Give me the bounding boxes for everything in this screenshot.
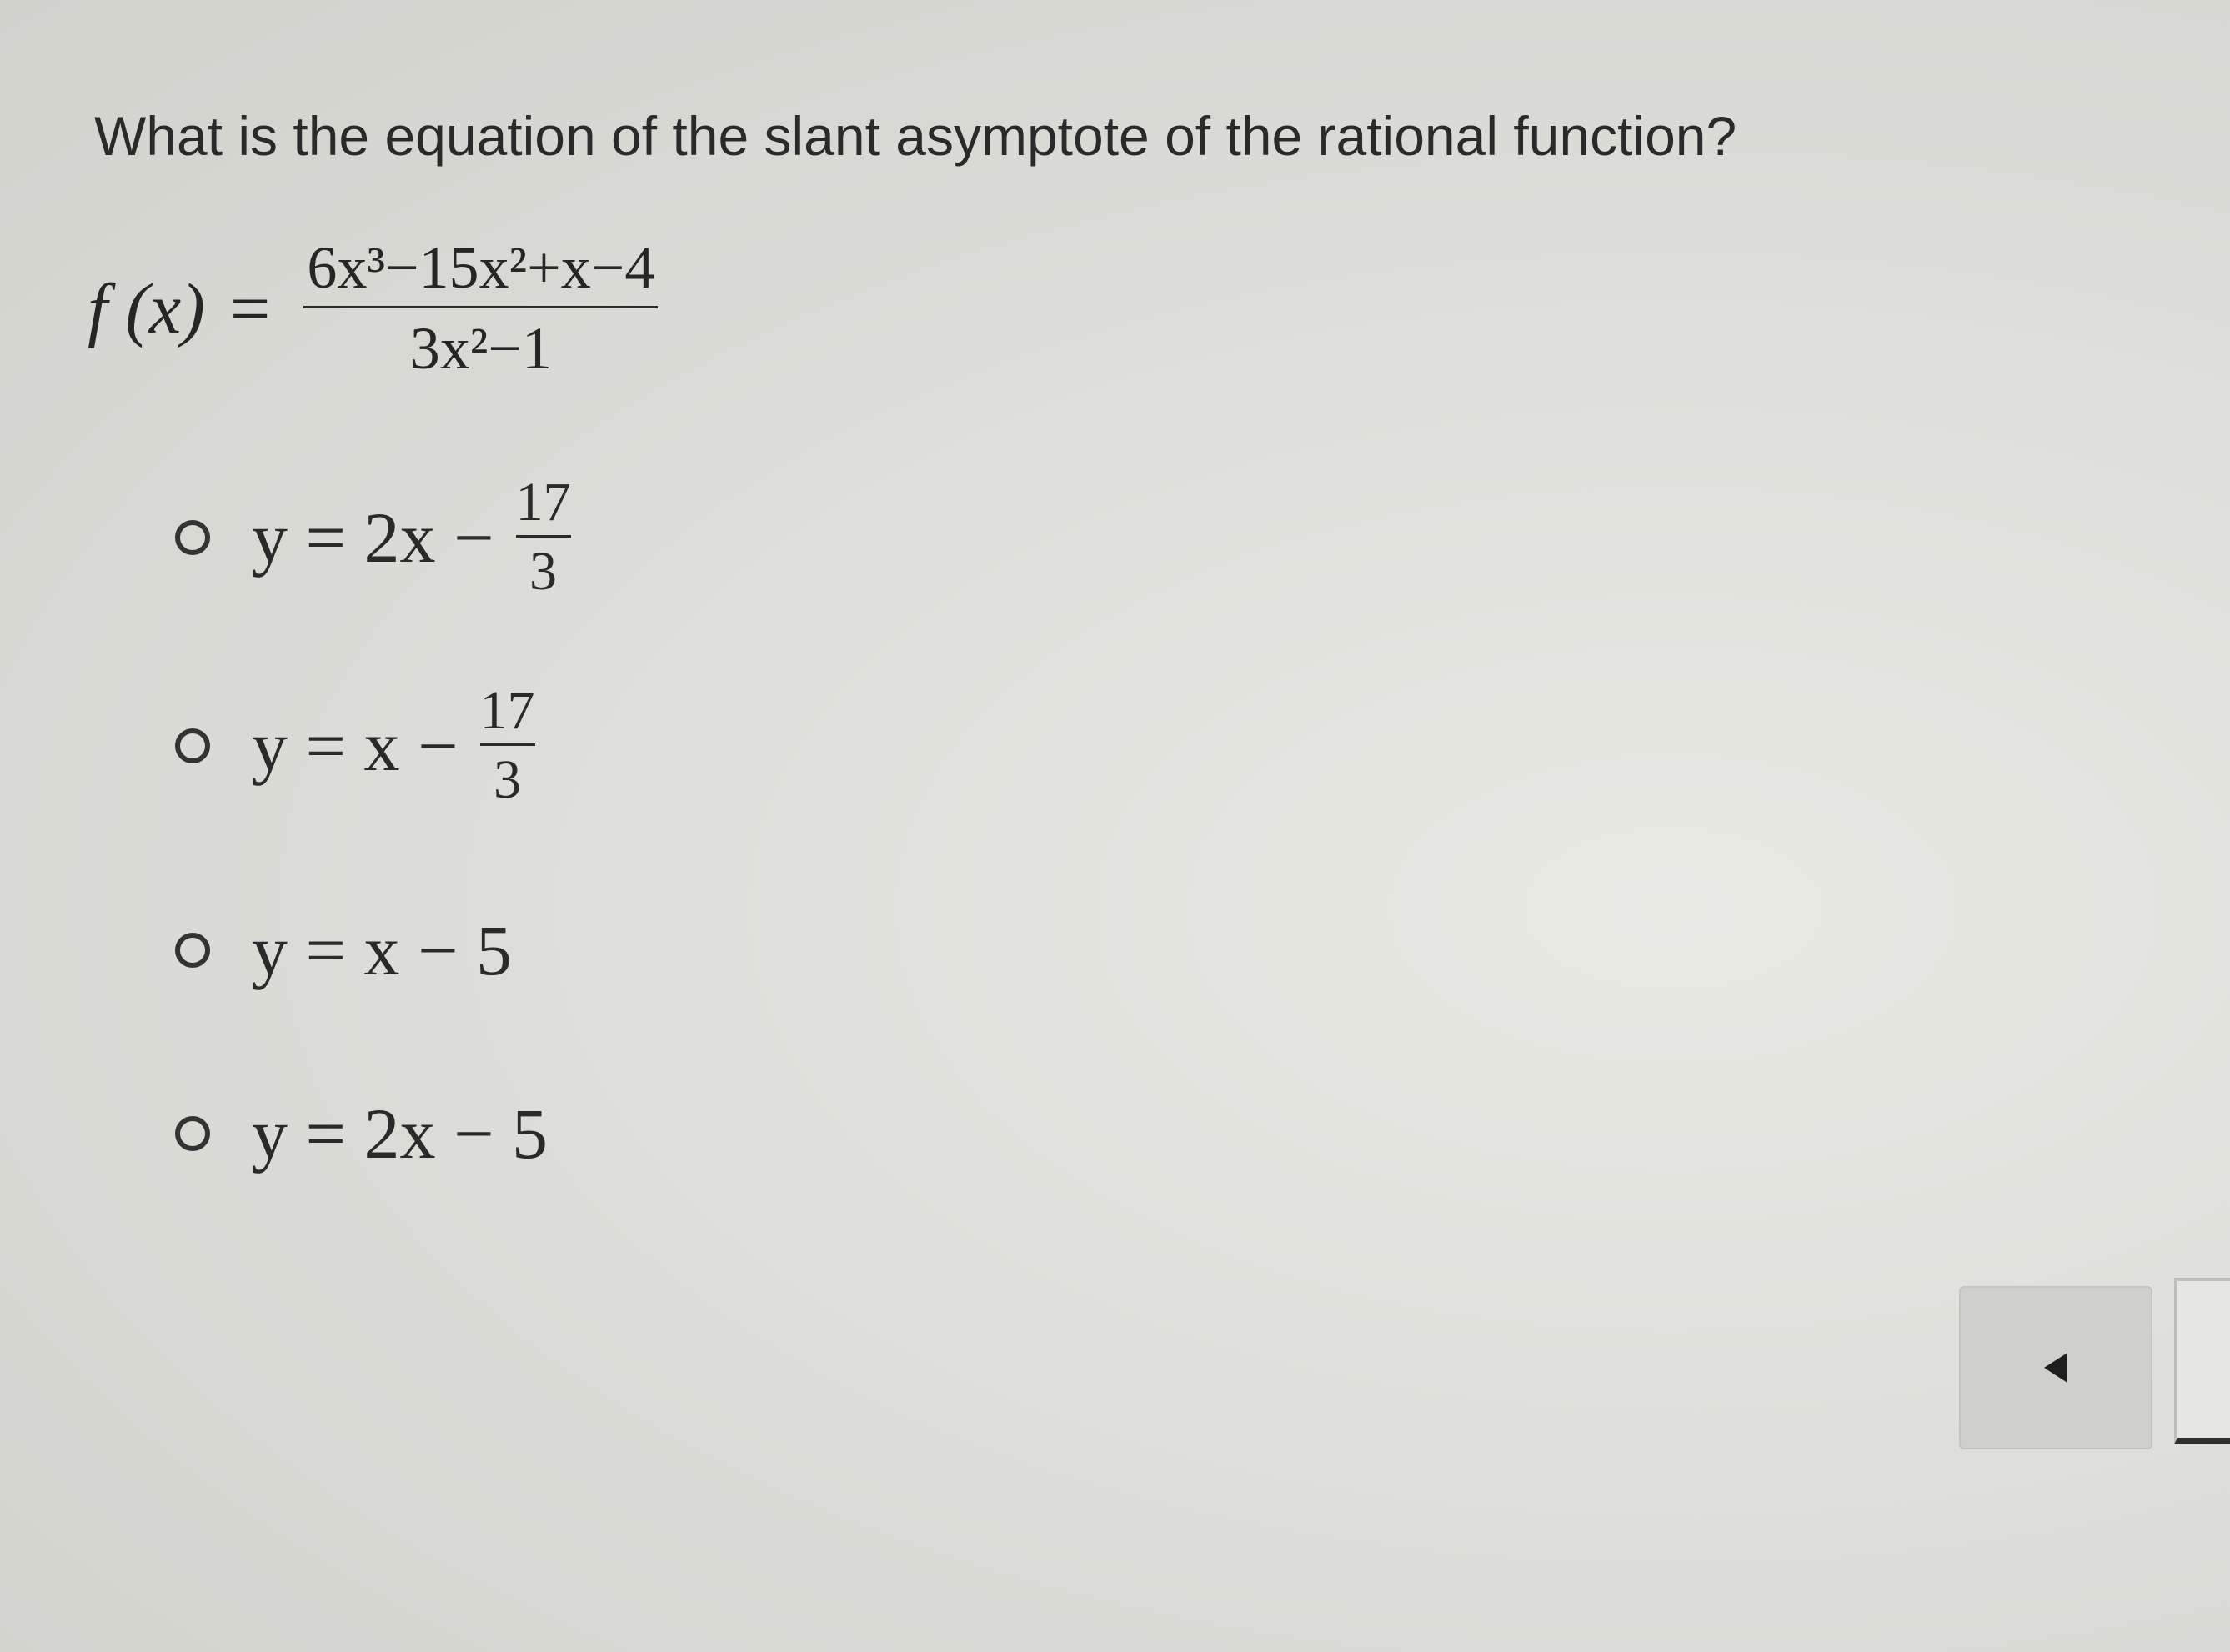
radio-button[interactable] <box>175 1116 210 1151</box>
option-expression: y = 2x − 5 <box>252 1094 549 1174</box>
question-text: What is the equation of the slant asymptote of the rational function? <box>94 105 1737 167</box>
option-fraction <box>479 680 535 810</box>
function-label: f (x) <box>88 268 205 348</box>
fraction-denominator: 3x²−1 <box>409 315 552 382</box>
option-fraction-denominator: 3 <box>529 541 558 602</box>
answer-option-4[interactable] <box>175 1092 548 1175</box>
option-fraction-numerator: 17 <box>479 680 535 741</box>
left-triangle-icon <box>2044 1353 2067 1383</box>
rational-fraction <box>303 234 658 382</box>
back-button[interactable] <box>1959 1286 2152 1449</box>
fraction-bar <box>303 306 658 308</box>
answer-option-1[interactable] <box>175 472 571 602</box>
function-definition <box>88 234 658 382</box>
option-prefix: y = x − <box>252 705 459 786</box>
option-fraction-bar <box>516 535 571 538</box>
radio-button[interactable] <box>175 933 210 968</box>
answer-option-2[interactable] <box>175 680 535 810</box>
next-button[interactable] <box>2174 1278 2230 1444</box>
option-prefix: y = 2x − <box>252 497 494 578</box>
option-fraction-denominator: 3 <box>494 749 522 810</box>
radio-button[interactable] <box>175 520 210 555</box>
equals-sign: = <box>229 268 271 348</box>
option-expression: y = x − 5 <box>252 910 513 990</box>
answer-option-3[interactable] <box>175 909 512 992</box>
option-fraction-bar <box>480 743 535 746</box>
fraction-numerator: 6x³−15x²+x−4 <box>307 234 655 301</box>
option-expression <box>252 680 535 810</box>
option-fraction <box>515 472 571 602</box>
radio-button[interactable] <box>175 728 210 763</box>
option-fraction-numerator: 17 <box>515 472 571 533</box>
option-expression <box>252 472 571 602</box>
